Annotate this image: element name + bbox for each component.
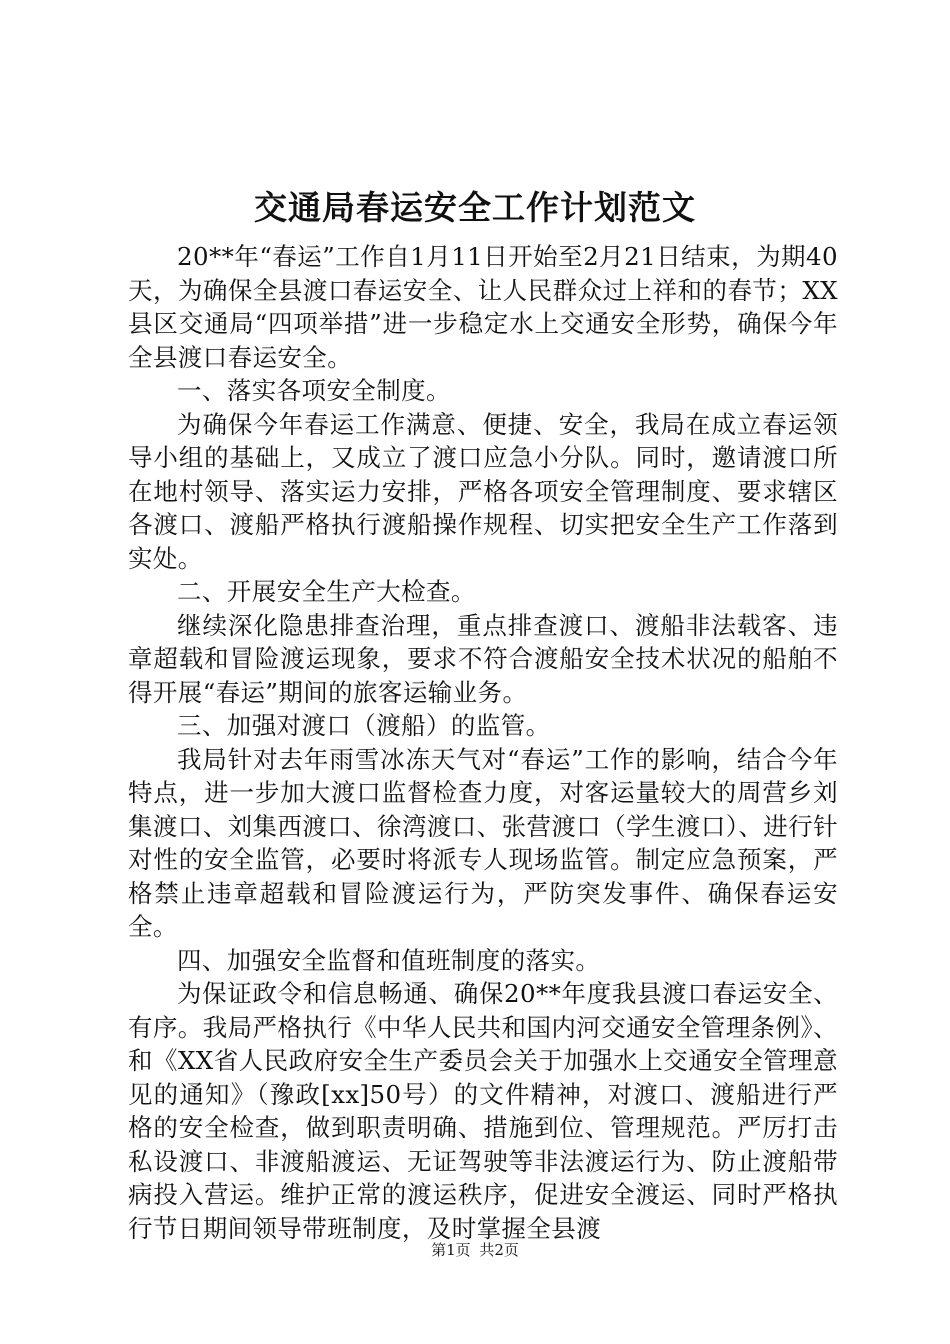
paragraph-section-4: 为保证政令和信息畅通、确保20**年度我县渡口春运安全、有序。我局严格执行《中华人民共和国内河交通安全管理条例》、和《XX省人民政府安全生产委员会关于加强水上交通安全管理意见的通知》（豫政[xx]50号）的文件精神，对渡口、渡船进行严格的安全检查，做到职责明确、措施到位、管理规范。严厉打击私设渡口、非渡船渡运、无证驾驶等非法渡运行为、防止渡船带病投入营运。维护正常的渡运秩序，促进安全渡运、同时严格执行节日期间领导带班制度，及时掌握全县渡 — [128, 979, 838, 1243]
section-heading-4: 四、加强安全监督和值班制度的落实。 — [177, 945, 601, 975]
paragraph-section-3: 我局针对去年雨雪冰冻天气对“春运”工作的影响，结合今年特点，进一步加大渡口监督检查力度，对客运量较大的周营乡刘集渡口、刘集西渡口、徐湾渡口、张营渡口（学生渡口）、进行针对性的安全监管，必要时将派专人现场监管。制定应急预案，严格禁止违章超载和冒险渡运行为，严防突发事件、确保春运安全。 — [128, 744, 838, 941]
paragraph-intro: 20**年“春运”工作自1月11日开始至2月21日结束，为期40天，为确保全县渡口春运安全、让人民群众过上祥和的春节；XX县区交通局“四项举措”进一步稳定水上交通安全形势，确保今年全县渡口春运安全。 — [128, 242, 838, 372]
paragraph-section-2: 继续深化隐患排查治理，重点排查渡口、渡船非法载客、违章超载和冒险渡运现象，要求不符合渡船安全技术状况的船舶不得开展“春运”期间的旅客运输业务。 — [128, 610, 838, 707]
document-body — [128, 240, 838, 1245]
section-heading-2: 二、开展安全生产大检查。 — [177, 577, 476, 606]
section-heading-3: 三、加强对渡口（渡船）的监管。 — [177, 711, 551, 740]
page-number: 第1页 — [431, 1241, 471, 1259]
page-total: 共2页 — [479, 1241, 519, 1259]
paragraph-section-1: 为确保今年春运工作满意、便捷、安全，我局在成立春运领导小组的基础上，又成立了渡口应急小分队。同时，邀请渡口所在地村领导、落实运力安排，严格各项安全管理制度、要求辖区各渡口、渡船严格执行渡船操作规程、切实把安全生产工作落到实处。 — [128, 409, 838, 573]
section-heading-1: 一、落实各项安全制度。 — [177, 376, 451, 405]
page-footer — [0, 1240, 950, 1260]
document-title: 交通局春运安全工作计划范文 — [254, 188, 696, 227]
